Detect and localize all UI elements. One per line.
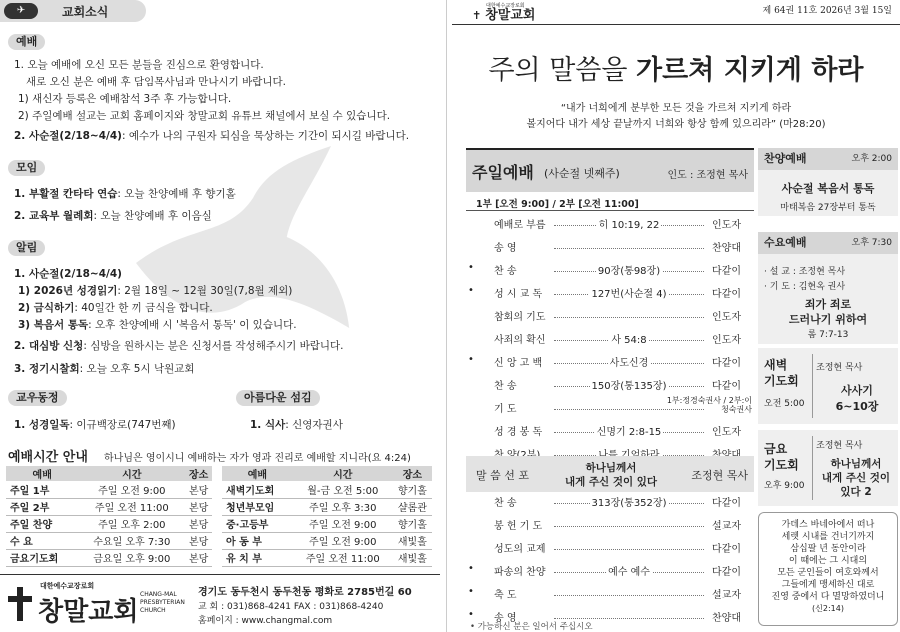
dawn-text: 6~10장 [835,400,879,413]
order-detail [554,517,704,527]
table-row: 금요기도회 금요일 오후 9:00 본당 [6,549,212,566]
notice-line [14,338,344,353]
dawn-prayer-box [758,348,898,424]
order-person: 설교자 [712,590,741,601]
quote-line: 진영 중에서 다 멸망하였더니 [771,592,885,602]
schedule-title: 예배시간 안내 [8,450,88,465]
standing-marker: • [468,285,474,296]
footer-address: 경기도 동두천시 동두천동 평화로 2785번길 60 [198,587,412,598]
verse-line: “내가 너희에게 분부한 모든 것을 가르쳐 지키게 하라 [560,103,792,114]
quote-line: 이 때에는 그 시대의 [788,556,868,566]
sermon-preacher: 조정현 목사 [691,469,748,482]
quote-line: 모든 군인들이 여호와께서 [777,568,879,578]
col-header: 장소 [393,466,432,481]
footer [0,574,440,632]
order-detail: 90장(통98장) [554,262,704,272]
notice-item-title: 1) 2026년 성경읽기 [18,285,118,297]
order-row [466,285,754,308]
worship-line: 2) 주일예배 설교는 교회 홈페이지와 창말교회 유튜브 채널에서 보실 수 있습니다. [18,110,391,122]
worship-line: 1) 새신자 등록은 예배참석 3주 후 가능합니다. [18,93,232,105]
praise-service-box [758,148,898,216]
friday-text: 있다 2 [840,486,872,498]
standing-marker: • [468,586,474,597]
order-detail: 313장(통352장) [554,494,704,504]
masthead-denomination: 대한예수교장로회 [486,3,525,9]
notice-item-title: 1. 사순절(2/18~4/4) [14,268,122,280]
order-detail: 127번(사순절 4) [554,285,704,295]
order-item: 찬 송 [494,498,517,509]
wednesday-time: 오후 7:30 [851,238,892,248]
service-subtitle: (사순절 넷째주) [544,167,620,180]
table-row: 아 동 부 주일 오전 9:00 새빛홀 [222,532,432,549]
meeting-item-text: : 오늘 찬양예배 후 향기홀 [117,188,236,200]
times-rule [466,210,754,211]
right-page [452,0,900,632]
order-person: 다같이 [712,289,741,300]
notice-item-text: : 오늘 오후 5시 낙원교회 [79,363,195,375]
schedule-table-left [6,466,212,567]
dawn-time: 오전 5:00 [764,399,805,409]
notice-item-text: : 심방을 원하시는 분은 신청서를 작성해주시기 바랍니다. [83,340,344,352]
col-header: 시간 [293,466,393,481]
worship-item-text: : 예수가 나의 구원자 되심을 묵상하는 기간이 되시길 바랍니다. [121,130,410,142]
order-row [466,517,754,540]
notice-item-text: : 40일간 한 끼 금식을 합니다. [74,302,213,314]
sermon-title: 하나님께서 [585,462,637,474]
trend-line [14,417,176,432]
meeting-item-title: 2. 교육부 월례회 [14,210,94,222]
col-header: 장소 [185,466,212,481]
worship-item-title: 2. 사순절(2/18~4/4) [14,130,122,142]
divider [812,354,813,418]
order-item: 송 영 [494,243,517,254]
title-part: 주의 말씀을 [488,55,637,86]
order-item: 신 앙 고 백 [494,358,543,369]
worship-line: 1. 오늘 예배에 오신 모든 분들을 진심으로 환영합니다. [14,59,264,71]
order-item: 참회의 기도 [494,312,546,323]
meeting-label: 모임 [8,160,45,176]
order-person: 다같이 [712,358,741,369]
wednesday-prayer: · 기 도 : 김현옥 권사 [764,282,846,292]
masthead-logo [472,4,535,23]
section-header [0,0,146,22]
notice-item-title: 2) 금식하기 [18,302,75,314]
praise-line: 사순절 복음서 통독 [781,182,875,195]
church-english: CHANG-MAL PRESBYTERIAN CHURCH [140,591,185,614]
order-detail [554,609,704,619]
quote-line: 가데스 바네아에서 떠나 [781,520,875,530]
dawn-pastor: 조정현 목사 [816,363,863,373]
scripture-quote-box [758,512,898,626]
notice-item-title: 3) 복음서 통독 [18,319,89,331]
footer-phone: 교 회 : 031)868-4241 FAX : 031)868-4240 [198,602,384,612]
standing-note: • 가능하신 분은 일어서 주십시오 [470,622,593,632]
beauty-item-title: 1. 식사 [250,419,286,431]
order-item: 찬 송 [494,266,517,277]
order-row [466,239,754,262]
beauty-line [250,417,343,432]
worship-line: 새로 오신 분은 예배 후 담임목사님과 만나시기 바랍니다. [26,76,286,88]
col-header: 시간 [78,466,185,481]
dawn-title: 기도회 [764,374,799,388]
worship-label: 예배 [8,34,45,50]
schedule-verse: 하나님은 영이시니 예배하는 자가 영과 진리로 예배할 지니라(요 4:24) [104,453,411,464]
order-person: 찬양대 [712,243,741,254]
sermon-label: 말 씀 선 포 [476,469,529,482]
service-times: 1부 [오전 9:00] / 2부 [오전 11:00] [476,199,639,210]
col-header: 예배 [6,466,78,481]
beauty-item-text: : 신영자권사 [285,419,343,431]
footer-web[interactable]: 홈페이지 : www.changmal.com [198,616,333,626]
order-row [466,216,754,239]
friday-pastor: 조정현 목사 [816,441,863,451]
order-person: 다같이 [712,381,741,392]
schedule-table-right [222,466,432,567]
wednesday-preacher: · 설 교 : 조정현 목사 [764,267,846,277]
notice-line [18,283,292,298]
standing-marker: • [468,563,474,574]
page-divider [446,0,447,632]
meeting-line [14,186,236,201]
order-person: 인도자 [712,335,741,346]
friday-prayer-box [758,430,898,506]
order-row [466,396,754,423]
service-title: 주일예배 [472,163,534,182]
order-detail: 사 54:8 [554,331,704,341]
standing-marker: • [468,262,474,273]
order-item: 찬 송 [494,381,517,392]
notice-item-title: 2. 대심방 신청 [14,340,84,352]
praise-line: 마태복음 27장부터 통독 [780,203,876,213]
table-row: 새벽기도회 월-금 오전 5:00 향기홀 [222,481,432,498]
notice-line [14,361,195,376]
notice-label: 알림 [8,240,45,256]
order-row [466,563,754,586]
dawn-text: 사사기 [841,384,873,397]
notice-line [18,317,297,332]
order-person: 다같이 [712,266,741,277]
table-row: 주일 1부 주일 오전 9:00 본당 [6,481,212,498]
worship-line [14,128,409,143]
trend-item-text: : 이규백장로(747번째) [69,419,176,431]
wednesday-title: 오후 7:30 수요예배 [758,232,898,254]
table-row: 청년부모임 주일 오후 3:30 샬롬관 [222,498,432,515]
standing-marker: • [468,354,474,365]
meeting-item-text: : 오늘 찬양예배 후 이음실 [93,210,212,222]
quote-line: 세렛 시내를 건너기까지 [781,532,875,542]
order-person: 다같이 [712,567,741,578]
quote-line: 삼십팔 년 동안이라 [790,544,866,554]
sermon-title: 내게 주신 것이 있다 [564,476,658,488]
praise-time: 오후 2:00 [851,154,892,164]
order-detail: 예수 예수 [554,563,704,573]
table-row: 수 요 수요일 오후 7:30 본당 [6,532,212,549]
order-row [466,308,754,331]
service-header [466,150,754,192]
divider [812,436,813,500]
order-detail [554,308,704,318]
order-person: 인도자 [712,220,741,231]
praise-title: 오후 2:00 찬양예배 [758,148,898,170]
verse-line: 볼지어다 내가 세상 끝날까지 너희와 항상 함께 있으리라” (마28:20) [526,119,826,130]
order-row [466,540,754,563]
table-row: 주일 2부 주일 오전 11:00 본당 [6,498,212,515]
order-item: 성 시 교 독 [494,289,543,300]
meeting-item-title: 1. 부활절 칸타타 연습 [14,188,118,200]
issue-info: 제 64권 11호 2026년 3월 15일 [762,6,892,16]
order-person: 인도자 [712,312,741,323]
order-item: 봉 헌 기 도 [494,521,543,532]
quote-ref: (신2:14) [812,604,844,613]
denomination: 대한예수교장로회 [40,582,95,590]
order-item: 성 경 봉 독 [494,427,543,438]
friday-text: 하나님께서 [830,458,882,470]
cross-icon: ✝ [472,9,482,22]
order-person: 찬양대 [712,613,741,624]
order-of-worship [466,148,754,632]
order-detail [554,586,704,596]
order-row [466,586,754,609]
order-person: 인도자 [712,427,741,438]
order-detail [554,239,704,249]
order-item: 송 영 [494,613,517,624]
trend-label: 교우동정 [8,390,67,406]
order-detail [554,446,704,456]
order-item: 축 도 [494,590,517,601]
order-person: 다같이 [712,498,741,509]
order-row [466,423,754,446]
friday-time: 오후 9:00 [764,481,805,491]
order-row [466,354,754,377]
order-person: 설교자 [712,521,741,532]
notice-line [18,300,213,315]
dawn-title: 새벽 [764,358,788,372]
trend-item-title: 1. 성경일독 [14,419,70,431]
wednesday-ref: 롬 7:7-13 [807,330,849,340]
wednesday-sermon: 드러나기 위하여 [788,313,868,326]
church-name: 창말교회 [38,597,139,627]
order-detail: 신명기 2:8-15 [554,423,704,433]
quote-line: 그들에게 맹세하신 대로 [781,580,875,590]
order-item: 예배로 부름 [494,220,546,231]
order-item: 성도의 교제 [494,544,546,555]
friday-text: 내게 주신 것이 [821,472,891,484]
notice-item-title: 3. 정기시찰회 [14,363,80,375]
table-row: 중·고등부 주일 오전 9:00 향기홀 [222,515,432,532]
masthead-rule [452,24,900,25]
order-person: 1부:정경숙권사 / 2부:이청숙권사 [666,396,752,414]
cross-logo-icon [8,587,32,621]
order-detail: 150장(통135장) [554,377,704,387]
standing-marker: • [468,609,474,620]
left-page [0,0,440,632]
order-detail [554,540,704,550]
sermon-header [466,456,754,492]
notice-item-text: : 오후 찬양예배 시 '복음서 통독' 이 있습니다. [88,319,297,331]
page-title [452,48,900,87]
dove-icon: ✈ [4,3,38,19]
notice-item-text: : 2월 18일 ~ 12월 30일(7,8월 제외) [117,285,293,297]
beauty-label: 아름다운 섬김 [236,390,320,406]
wednesday-service-box [758,232,898,344]
table-row: 유 치 부 주일 오전 11:00 새빛홀 [222,549,432,566]
order-item: 파송의 찬양 [494,567,546,578]
masthead-name: 창말교회 [485,8,536,23]
friday-title: 기도회 [764,458,799,472]
col-header: 예배 [222,466,293,481]
notice-line [14,266,122,281]
title-emphasis: 가르쳐 지키게 하라 [636,55,864,86]
order-row [466,262,754,285]
wednesday-sermon: 죄가 죄로 [804,298,852,311]
order-detail: 사도신경 [554,354,704,364]
order-row [466,331,754,354]
order-item: 기 도 [494,404,517,415]
meeting-line [14,208,212,223]
order-person: 다같이 [712,544,741,555]
order-row [466,494,754,517]
header-title: 교회소식 [62,5,109,19]
order-item: 사죄의 확신 [494,335,546,346]
order-detail: 히 10:19, 22 [554,216,704,226]
friday-title: 금요 [764,442,788,456]
table-row: 주일 찬양 주일 오후 2:00 본당 [6,515,212,532]
service-leader: 인도 : 조정현 목사 [667,170,748,181]
